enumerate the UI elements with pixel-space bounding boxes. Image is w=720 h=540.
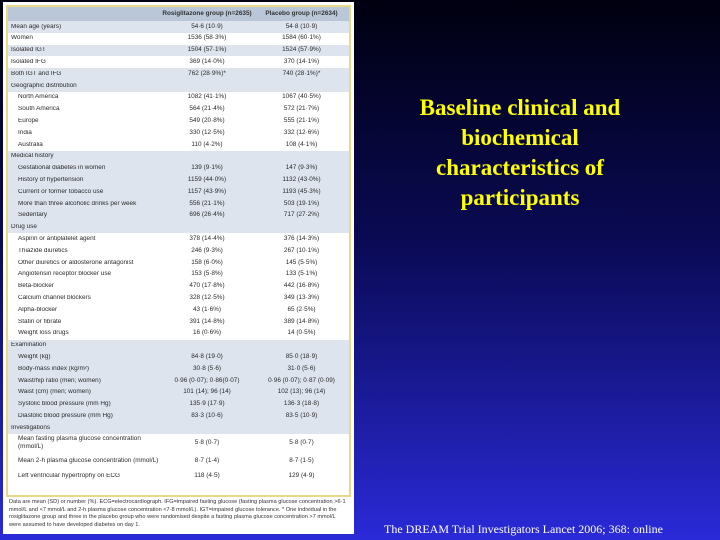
table-row bbox=[8, 328, 349, 340]
table-row bbox=[8, 269, 349, 281]
placebo-value: 442 (16·8%) bbox=[283, 282, 320, 290]
rosiglitazone-value: 110 (4·2%) bbox=[191, 140, 223, 148]
header-rosiglitazone: Rosiglitazone group (n=2635) bbox=[162, 9, 252, 17]
row-label: India bbox=[18, 129, 32, 136]
row-label: Isolated IFG bbox=[11, 59, 46, 66]
placebo-value: 54·8 (10·9) bbox=[285, 22, 318, 30]
baseline-characteristics-table bbox=[6, 5, 351, 497]
rosiglitazone-value: 556 (21·1%) bbox=[189, 199, 225, 207]
table-row bbox=[8, 233, 349, 245]
row-label: Left ventricular hypertrophy on ECG bbox=[18, 472, 120, 479]
table-row bbox=[8, 375, 349, 387]
placebo-value: 572 (21·7%) bbox=[283, 105, 320, 113]
rosiglitazone-value: 118 (4·5) bbox=[194, 471, 220, 479]
placebo-value: 0·96 (0·07); 0·87 (0·09) bbox=[268, 376, 335, 384]
row-label: Isolated IGT bbox=[11, 47, 46, 54]
table-row bbox=[8, 281, 349, 293]
table-section-row bbox=[8, 422, 349, 434]
table-row bbox=[8, 399, 349, 411]
row-label: Systolic blood pressure (mm Hg) bbox=[18, 401, 111, 408]
rosiglitazone-value: 1536 (58·3%) bbox=[187, 34, 227, 42]
header-placebo: Placebo group (n=2634) bbox=[265, 9, 338, 17]
row-label: Thiazide diuretics bbox=[18, 247, 68, 254]
rosiglitazone-value: 153 (5·8%) bbox=[191, 270, 223, 278]
row-label: Investigations bbox=[11, 424, 51, 431]
placebo-value: 108 (4·1%) bbox=[285, 140, 318, 148]
table-panel bbox=[3, 2, 354, 534]
placebo-value: 332 (12·6%) bbox=[283, 128, 320, 136]
placebo-value: 102 (13); 96 (14) bbox=[277, 388, 326, 396]
table-row bbox=[8, 198, 349, 210]
rosiglitazone-value: 84·8 (19·0) bbox=[191, 353, 223, 360]
table-row bbox=[8, 104, 349, 116]
placebo-value: 136·3 (18·8) bbox=[283, 400, 320, 408]
rosiglitazone-value: 246 (9·3%) bbox=[191, 246, 223, 254]
placebo-value: 31·0 (5·6) bbox=[287, 364, 316, 372]
row-label: History of hypertension bbox=[18, 177, 84, 184]
table-row bbox=[8, 434, 349, 452]
placebo-value: 14 (0·5%) bbox=[287, 329, 316, 337]
row-label: Geographic distribution bbox=[11, 82, 77, 89]
row-label: South America bbox=[18, 106, 60, 113]
table-row bbox=[8, 115, 349, 127]
table-row bbox=[8, 45, 349, 57]
table-header-row bbox=[8, 7, 349, 21]
table-row bbox=[8, 210, 349, 222]
table-row bbox=[8, 351, 349, 363]
table-footnote: Data are mean (SD) or number (%). ECG=electrocardiograph. IFG=impaired fasting glucose (fasting plasma glucose concentration >6·1 mmol/L and <7 mmol/L and 2-h plasma glucose concentration <7·8 mmol/L). IGT=impaired glucose tolerance. * One individual in the rosiglitazone group and three in the placebo group who were randomised despite a fasting plasma glucose concentration >7 mmol/L were assumed to have developed diabetes on day 1. bbox=[9, 499, 346, 528]
placebo-value: 503 (19·1%) bbox=[283, 199, 320, 207]
table-row bbox=[8, 127, 349, 139]
placebo-value: 1067 (40·5%) bbox=[282, 93, 321, 101]
placebo-value: 85·0 (18·9) bbox=[285, 353, 318, 360]
table-section-row bbox=[8, 151, 349, 163]
table-row bbox=[8, 470, 349, 482]
rosiglitazone-value: 8·7 (1·4) bbox=[194, 456, 220, 464]
row-label: Drug use bbox=[11, 224, 37, 231]
table-row bbox=[8, 304, 349, 316]
table-row bbox=[8, 92, 349, 104]
row-label: Sedentary bbox=[18, 212, 48, 219]
placebo-value: 1132 (43·0%) bbox=[282, 176, 321, 184]
row-label: Body-mass index (kg/m²) bbox=[18, 365, 90, 372]
row-label: Examination bbox=[11, 342, 47, 349]
table-section-row bbox=[8, 80, 349, 92]
table-section-row bbox=[8, 340, 349, 352]
rosiglitazone-value: 135·9 (17·9) bbox=[189, 400, 225, 408]
row-label: Aspirin or antiplatelet agent bbox=[18, 236, 96, 243]
rosiglitazone-value: 762 (28·9%)* bbox=[188, 69, 226, 77]
row-label: Europe bbox=[18, 118, 39, 125]
row-label: More than three alcoholic drinks per week bbox=[18, 200, 137, 207]
rosiglitazone-value: 101 (14); 96 (14) bbox=[183, 388, 231, 396]
placebo-value: 129 (4·9) bbox=[288, 471, 315, 479]
row-label: Women bbox=[11, 35, 33, 42]
table-row bbox=[8, 174, 349, 186]
rosiglitazone-value: 1082 (41·1%) bbox=[187, 93, 227, 101]
rosiglitazone-value: 564 (21·4%) bbox=[189, 105, 225, 113]
row-label: Waist/hip ratio (men; women) bbox=[18, 377, 101, 384]
table-row bbox=[8, 316, 349, 328]
table-row bbox=[8, 186, 349, 198]
row-label: Diastolic blood pressure (mm Hg) bbox=[18, 412, 113, 419]
row-label: Current or former tobacco use bbox=[18, 188, 104, 195]
row-label: Australia bbox=[18, 141, 43, 148]
table-row bbox=[8, 139, 349, 151]
rosiglitazone-value: 5·8 (0·7) bbox=[194, 438, 220, 446]
placebo-value: 740 (28·1%)* bbox=[282, 69, 321, 77]
placebo-value: 267 (10·1%) bbox=[283, 246, 320, 254]
row-label: Both IGT and IFG bbox=[11, 70, 62, 77]
placebo-value: 145 (5·5%) bbox=[285, 258, 318, 266]
rosiglitazone-value: 139 (9·1%) bbox=[191, 164, 223, 172]
rosiglitazone-value: 30·8 (5·6) bbox=[192, 364, 222, 372]
citation: The DREAM Trial Investigators Lancet 2006; 368: online bbox=[384, 522, 663, 536]
row-label: Mean 2-h plasma glucose concentration (mmol/L) bbox=[18, 457, 159, 465]
slide-title: Baseline clinical and biochemical characteristics of participants bbox=[419, 95, 621, 210]
placebo-value: 349 (13·3%) bbox=[283, 294, 320, 302]
placebo-value: 147 (9·3%) bbox=[285, 164, 318, 172]
row-label: Beta-blocker bbox=[18, 283, 54, 290]
placebo-value: 389 (14·8%) bbox=[283, 317, 320, 325]
table-row bbox=[8, 163, 349, 175]
rosiglitazone-value: 328 (12·5%) bbox=[189, 294, 225, 302]
row-label: Other diuretics or aldosterone antagonist bbox=[18, 259, 134, 266]
rosiglitazone-value: 1157 (43·9%) bbox=[187, 187, 227, 195]
placebo-value: 83·5 (10·9) bbox=[285, 411, 318, 419]
rosiglitazone-value: 391 (14·8%) bbox=[189, 317, 225, 325]
table-row bbox=[8, 410, 349, 422]
rosiglitazone-value: 43 (1·6%) bbox=[192, 305, 222, 313]
placebo-value: 376 (14·3%) bbox=[283, 235, 320, 243]
placebo-value: 5·8 (0·7) bbox=[289, 438, 314, 446]
placebo-value: 1524 (57·9%) bbox=[282, 46, 321, 54]
rosiglitazone-value: 1159 (44·0%) bbox=[187, 176, 227, 184]
rosiglitazone-value: 369 (14·0%) bbox=[189, 58, 225, 66]
table-row bbox=[8, 245, 349, 257]
table-row bbox=[8, 452, 349, 470]
row-label: Mean fasting plasma glucose concentration (mmol/L) bbox=[18, 435, 141, 450]
row-label: Angiotensin receptor blocker use bbox=[18, 271, 112, 278]
row-label: Weight loss drugs bbox=[18, 330, 69, 337]
placebo-value: 1584 (60·1%) bbox=[282, 34, 321, 42]
rosiglitazone-value: 1504 (57·1%) bbox=[187, 46, 227, 54]
placebo-value: 1193 (45·3%) bbox=[282, 187, 321, 195]
rosiglitazone-value: 549 (20·8%) bbox=[189, 117, 225, 125]
rosiglitazone-value: 696 (26·4%) bbox=[189, 211, 225, 219]
placebo-value: 370 (14·1%) bbox=[283, 58, 320, 66]
table-row bbox=[8, 21, 349, 33]
table-row bbox=[8, 387, 349, 399]
table-section-row bbox=[8, 222, 349, 234]
row-label: Weight (kg) bbox=[18, 354, 51, 360]
row-label: Gestational diabetes in women bbox=[18, 165, 106, 172]
rosiglitazone-value: 0·96 (0·07); 0·86(0·07) bbox=[174, 376, 240, 384]
table-row bbox=[8, 33, 349, 45]
placebo-value: 65 (2·5%) bbox=[287, 305, 316, 313]
rosiglitazone-value: 83·3 (10·6) bbox=[191, 411, 223, 419]
placebo-value: 133 (5·1%) bbox=[285, 270, 318, 278]
rosiglitazone-value: 158 (6·0%) bbox=[191, 258, 223, 266]
table-row bbox=[8, 363, 349, 375]
row-label: Alpha-blocker bbox=[18, 306, 58, 313]
row-label: Mean age (years) bbox=[11, 23, 62, 30]
row-label: Statin or fibrate bbox=[18, 318, 62, 325]
row-label: North America bbox=[18, 94, 59, 101]
rosiglitazone-value: 378 (14·4%) bbox=[189, 235, 225, 243]
placebo-value: 717 (27·2%) bbox=[283, 211, 320, 219]
table-row bbox=[8, 292, 349, 304]
row-label: Waist (cm) (men; women) bbox=[18, 389, 91, 396]
rosiglitazone-value: 16 (0·6%) bbox=[192, 329, 222, 337]
table-row bbox=[8, 257, 349, 269]
table-row bbox=[8, 68, 349, 80]
row-label: Medical history bbox=[11, 153, 54, 160]
rosiglitazone-value: 54·6 (10·9) bbox=[191, 22, 223, 30]
table-row bbox=[8, 56, 349, 68]
placebo-value: 8·7 (1·5) bbox=[289, 456, 314, 464]
table-body bbox=[8, 21, 349, 482]
rosiglitazone-value: 470 (17·8%) bbox=[189, 282, 225, 290]
placebo-value: 555 (21·1%) bbox=[283, 117, 320, 125]
row-label: Calcium channel blockers bbox=[18, 295, 91, 302]
rosiglitazone-value: 330 (12·5%) bbox=[189, 128, 225, 136]
